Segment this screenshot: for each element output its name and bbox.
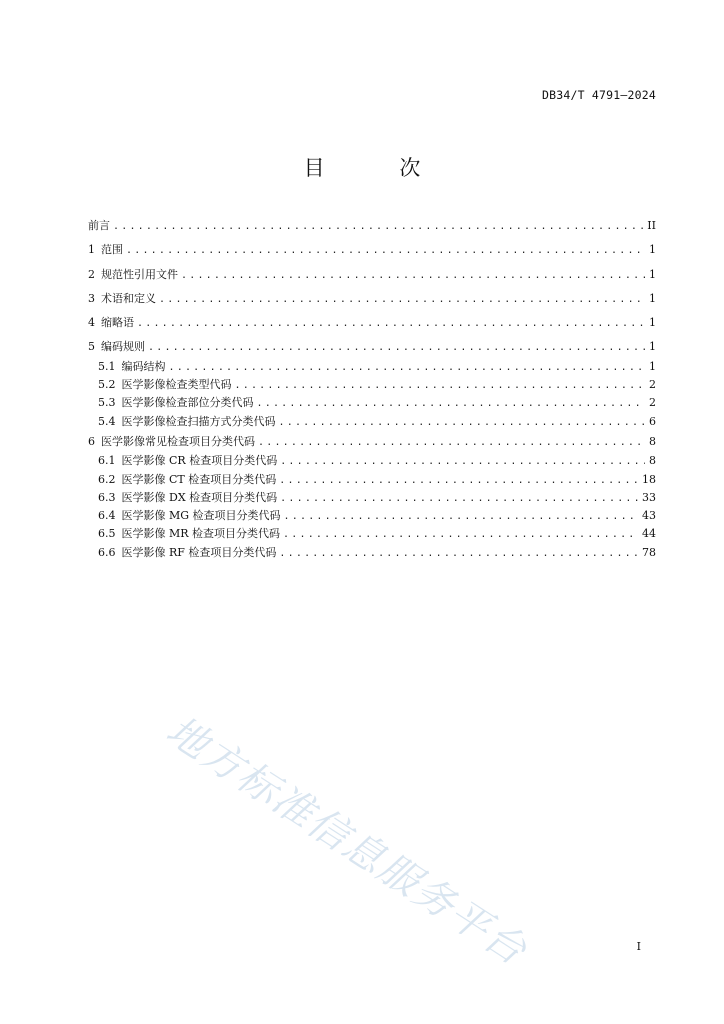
toc-entry-page: 44 xyxy=(642,527,656,541)
toc-entry-label xyxy=(98,394,257,410)
toc-leader-dots xyxy=(181,270,645,281)
toc-entry-label xyxy=(98,544,279,560)
toc-leader-dots xyxy=(280,456,645,467)
toc-entry[interactable] xyxy=(88,471,656,489)
toc-entry[interactable] xyxy=(88,241,656,265)
toc-entry[interactable] xyxy=(88,489,656,507)
toc-entry-text: 编码结构 xyxy=(121,359,166,373)
toc-entry-number: 2 xyxy=(88,267,95,281)
toc-leader-dots xyxy=(280,493,638,504)
toc-leader-dots xyxy=(284,511,638,522)
toc-entry-label xyxy=(88,433,258,449)
toc-entry[interactable] xyxy=(88,394,656,412)
toc-entry-number: 6.1 xyxy=(98,454,116,468)
toc-leader-dots xyxy=(258,437,645,448)
toc-entry-page: 8 xyxy=(649,454,656,468)
toc-entry-text: 医学影像 MR 检查项目分类代码 xyxy=(121,527,281,541)
table-of-contents xyxy=(88,217,656,562)
toc-leader-dots xyxy=(283,529,638,540)
toc-title: 目 次 xyxy=(303,156,455,180)
toc-entry-label xyxy=(98,507,284,523)
toc-entry-text: 医学影像 CT 检查项目分类代码 xyxy=(121,472,277,486)
toc-entry-text: 医学影像 RF 检查项目分类代码 xyxy=(121,545,277,559)
toc-entry-number: 5.3 xyxy=(98,396,116,410)
toc-entry-number: 6.2 xyxy=(98,472,116,486)
toc-entry-number: 6.5 xyxy=(98,527,116,541)
toc-entry-number: 6.6 xyxy=(98,545,116,559)
toc-entry-number: 3 xyxy=(88,291,95,305)
toc-entry[interactable] xyxy=(88,217,656,241)
toc-entry-page: 8 xyxy=(649,434,656,448)
toc-entry-page: 1 xyxy=(649,359,656,373)
toc-entry-label xyxy=(88,338,148,354)
toc-entry-label xyxy=(98,489,280,505)
toc-entry-text: 医学影像 CR 检查项目分类代码 xyxy=(121,454,278,468)
toc-entry[interactable] xyxy=(88,544,656,562)
toc-leader-dots xyxy=(148,342,645,353)
toc-entry[interactable] xyxy=(88,452,656,470)
toc-entry-text: 术语和定义 xyxy=(101,291,156,305)
toc-entry-page: 1 xyxy=(649,340,656,354)
toc-entry-text: 医学影像 DX 检查项目分类代码 xyxy=(121,490,278,504)
toc-leader-dots xyxy=(169,362,646,373)
toc-entry-label xyxy=(88,266,181,282)
watermark: 地方标准信息服务平台 xyxy=(158,707,536,975)
page-number: I xyxy=(636,940,641,953)
toc-entry[interactable] xyxy=(88,314,656,338)
toc-entry-label xyxy=(88,241,126,257)
toc-entry-page: 33 xyxy=(642,490,656,504)
toc-entry-number: 5.1 xyxy=(98,359,116,373)
toc-entry-text: 医学影像检查部位分类代码 xyxy=(121,396,254,410)
toc-entry-text: 医学影像检查类型代码 xyxy=(121,378,232,392)
toc-entry-page: 43 xyxy=(642,509,656,523)
toc-entry-number: 6.4 xyxy=(98,509,116,523)
toc-leader-dots xyxy=(113,221,643,232)
standard-code: DB34/T 4791—2024 xyxy=(542,88,656,102)
toc-entry-text: 规范性引用文件 xyxy=(101,267,178,281)
toc-entry-label xyxy=(98,471,279,487)
toc-entry-text: 编码规则 xyxy=(101,340,145,354)
toc-entry-text: 缩略语 xyxy=(101,316,134,330)
toc-entry-number: 4 xyxy=(88,316,95,330)
toc-entry-label xyxy=(88,217,113,233)
toc-leader-dots xyxy=(257,398,646,409)
toc-entry-number: 5.2 xyxy=(98,378,116,392)
toc-entry-text: 前言 xyxy=(88,219,110,232)
toc-entry-page: 2 xyxy=(649,378,656,392)
toc-entry[interactable] xyxy=(88,525,656,543)
toc-entry[interactable] xyxy=(88,266,656,290)
toc-entry-page: 1 xyxy=(649,291,656,305)
toc-entry[interactable] xyxy=(88,358,656,376)
toc-entry-number: 1 xyxy=(88,243,95,257)
toc-entry[interactable] xyxy=(88,376,656,394)
toc-leader-dots xyxy=(279,475,638,486)
toc-entry-page: 78 xyxy=(642,545,656,559)
toc-entry-label xyxy=(98,358,169,374)
toc-entry-number: 5.4 xyxy=(98,414,116,428)
toc-leader-dots xyxy=(279,548,638,559)
toc-entry-label xyxy=(98,452,280,468)
toc-entry-number: 6.3 xyxy=(98,490,116,504)
toc-entry-label xyxy=(98,413,279,429)
toc-entry-label xyxy=(88,314,137,330)
toc-entry-text: 范围 xyxy=(101,243,123,257)
toc-leader-dots xyxy=(235,380,646,391)
toc-entry-text: 医学影像 MG 检查项目分类代码 xyxy=(121,509,281,523)
toc-entry-page: 1 xyxy=(649,267,656,281)
toc-entry-number: 5 xyxy=(88,340,95,354)
toc-entry-label xyxy=(98,525,283,541)
toc-leader-dots xyxy=(159,294,645,305)
toc-entry-label xyxy=(98,376,235,392)
toc-leader-dots xyxy=(279,417,646,428)
toc-entry-page: 6 xyxy=(649,414,656,428)
toc-entry[interactable] xyxy=(88,413,656,431)
toc-entry-page: II xyxy=(647,219,656,232)
toc-entry-number: 6 xyxy=(88,434,95,448)
toc-entry-label xyxy=(88,290,159,306)
toc-entry-page: 2 xyxy=(649,396,656,410)
toc-entry-page: 18 xyxy=(642,472,656,486)
toc-entry[interactable] xyxy=(88,507,656,525)
toc-entry-page: 1 xyxy=(649,243,656,257)
toc-entry-page: 1 xyxy=(649,316,656,330)
toc-leader-dots xyxy=(126,245,645,256)
toc-entry-text: 医学影像检查扫描方式分类代码 xyxy=(121,414,276,428)
toc-entry-text: 医学影像常见检查项目分类代码 xyxy=(101,434,255,448)
toc-leader-dots xyxy=(137,318,645,329)
toc-entry[interactable] xyxy=(88,290,656,314)
